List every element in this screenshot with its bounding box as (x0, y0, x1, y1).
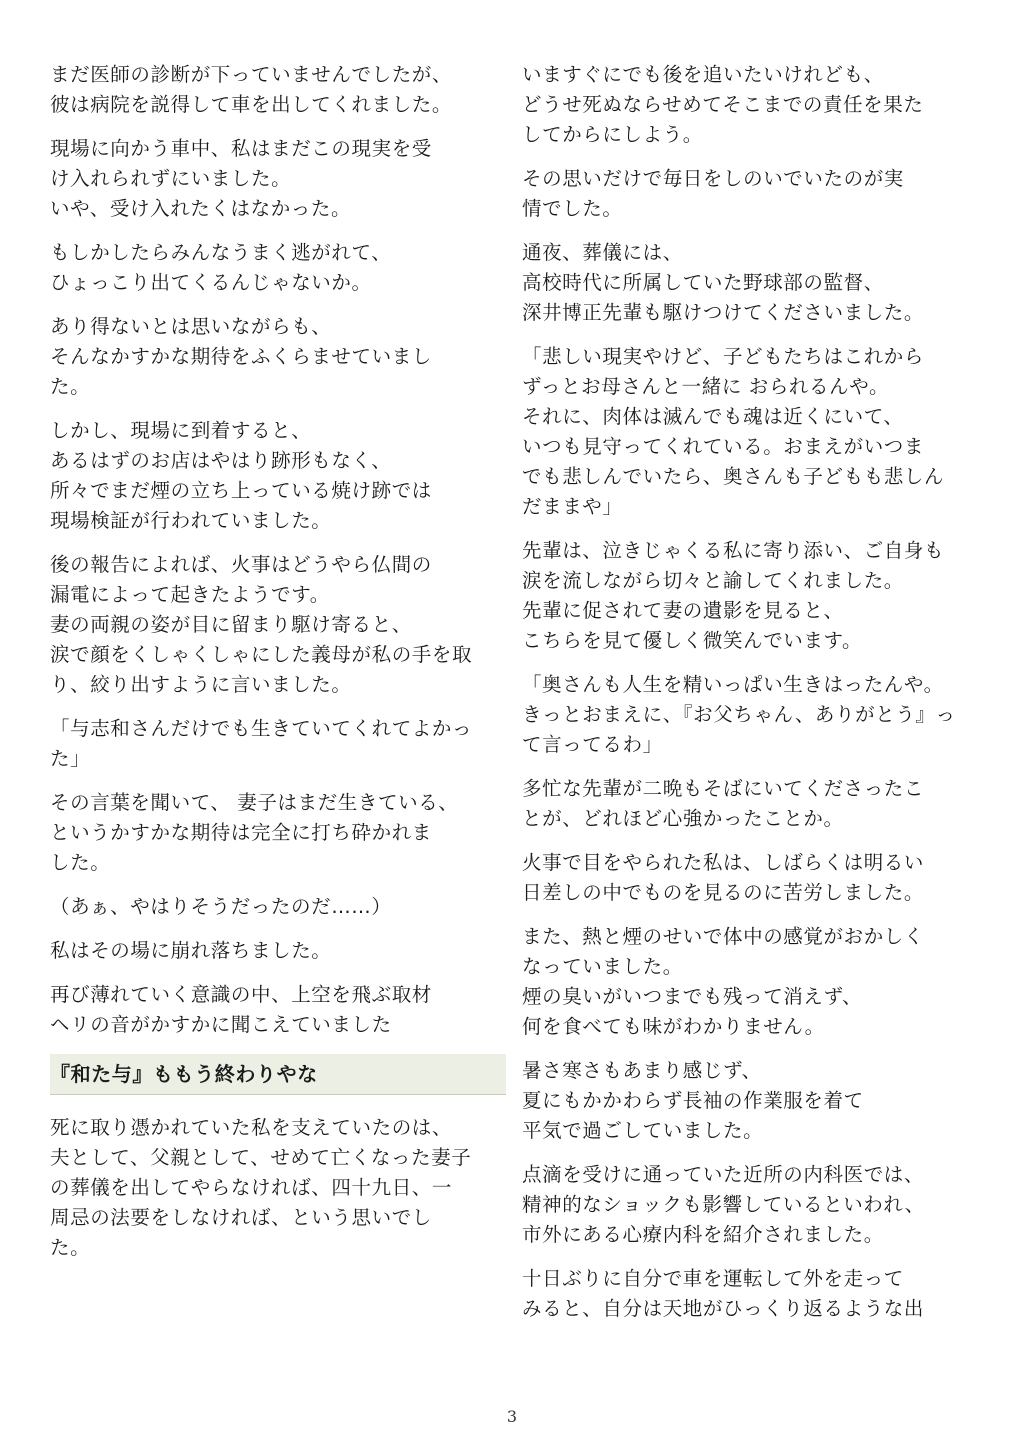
paragraph: 火事で目をやられた私は、しばらくは明るい 日差しの中でものを見るのに苦労しました。 (522, 851, 925, 904)
paragraph: 「悲しい現実やけど、子どもたちはこれから ずっとお母さんと一緒に おられるんや。 それに、肉体は滅んでも魂は近くにいて、 いつも見守ってくれている。おまえがいつま でも悲しんでいたら、奥さんも子どもも悲しん だままや」 (522, 345, 945, 518)
paragraph: あり得ないとは思いながらも、 そんなかすかな期待をふくらませていまし た。 (50, 315, 432, 398)
paragraph: 後の報告によれば、火事はどうやら仏間の 漏電によって起きたようです。 妻の両親の姿が目に留まり駆け寄ると、 涙で顔をくしゃくしゃにした義母が私の手を取 り、絞り出すように言いました。 (50, 553, 473, 696)
paragraph: 通夜、葬儀には、 高校時代に所属していた野球部の監督、 深井博正先輩も駆けつけてくださいました。 (522, 241, 925, 324)
paragraph: いますぐにでも後を追いたいけれども、 どうせ死ぬならせめてそこまでの責任を果た してからにしよう。 (522, 63, 924, 146)
section-heading: 『和た与』ももう終わりやな (50, 1054, 506, 1095)
paragraph: 点滴を受けに通っていた近所の内科医では、 精神的なショックも影響しているといわれ、 市外にある心療内科を紹介されました。 (522, 1163, 925, 1246)
paragraph: 「奥さんも人生を精いっぱい生きはったんや。 きっとおまえに、『お父ちゃん、ありがとう』っ て言ってるわ」 (522, 673, 956, 756)
paragraph: 私はその場に崩れ落ちました。 (50, 939, 332, 962)
paragraph: また、熱と煙のせいで体中の感覚がおかしく なっていました。 煙の臭いがいつまでも残って消えず、 何を食べても味がわかりません。 (522, 925, 925, 1038)
paragraph: 暑さ寒さもあまり感じず、 夏にもかかわらず長袖の作業服を着て 平気で過ごしていました。 (522, 1059, 864, 1142)
right-column (522, 60, 978, 1338)
paragraph: まだ医師の診断が下っていませんでしたが、 彼は病院を説得して車を出してくれました。 (50, 63, 453, 116)
paragraph: 十日ぶりに自分で車を運転して外を走って みると、自分は天地がひっくり返るような出 (522, 1267, 925, 1320)
paragraph: 「与志和さんだけでも生きていてくれてよかっ た」 (50, 717, 473, 770)
paragraph: 先輩は、泣きじゃくる私に寄り添い、ご自身も 涙を流しながら切々と諭してくれました。 先輩に促されて妻の遺影を見ると、 こちらを見て優しく微笑んでいます。 (522, 539, 945, 652)
left-column (50, 60, 506, 1277)
page-number: 3 (506, 1407, 518, 1426)
paragraph: もしかしたらみんなうまく逃がれて、 ひょっこり出てくるんじゃないか。 (50, 241, 392, 294)
paragraph: 再び薄れていく意識の中、上空を飛ぶ取材 ヘリの音がかすかに聞こえていました (50, 983, 432, 1036)
paragraph: しかし、現場に到着すると、 あるはずのお店はやはり跡形もなく、 所々でまだ煙の立ち上っている焼け跡では 現場検証が行われていました。 (50, 419, 432, 532)
paragraph: （あぁ、やはりそうだったのだ……） (50, 895, 392, 918)
paragraph: 現場に向かう車中、私はまだこの現実を受 け入れられずにいました。 いや、受け入れたくはなかった。 (50, 137, 432, 220)
paragraph: その思いだけで毎日をしのいでいたのが実 情でした。 (522, 167, 904, 220)
paragraph: その言葉を聞いて、 妻子はまだ生きている、 というかすかな期待は完全に打ち砕かれま した。 (50, 791, 459, 874)
paragraph: 多忙な先輩が二晩もそばにいてくださったこ とが、どれほど心強かったことか。 (522, 777, 925, 830)
paragraph: 死に取り憑かれていた私を支えていたのは、 夫として、父親として、せめて亡くなった妻子 の葬儀を出してやらなければ、四十九日、一 周忌の法要をしなければ、という思いでし た。 (50, 1116, 472, 1259)
